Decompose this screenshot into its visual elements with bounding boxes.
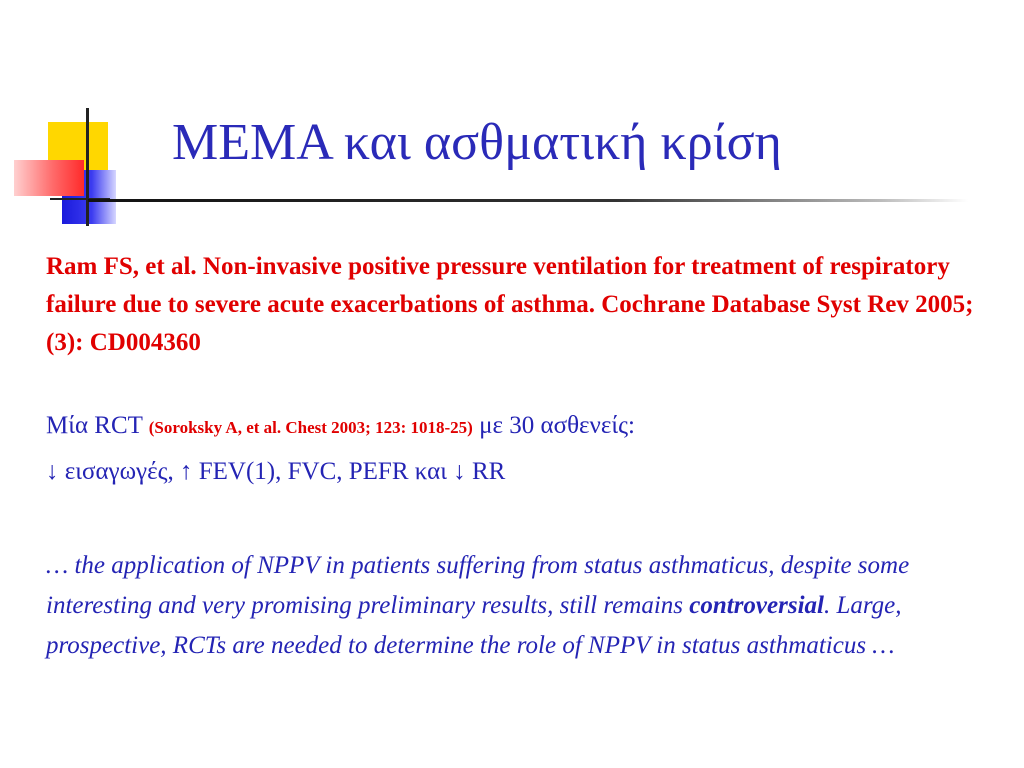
rct-citation: (Soroksky A, et al. Chest 2003; 123: 1018-25)	[148, 418, 473, 437]
arrow-down-icon: ↓	[46, 458, 59, 485]
rct-line	[46, 412, 635, 440]
arrow-up-icon: ↑	[180, 458, 193, 485]
outcome-respiratory-rate: RR	[465, 458, 506, 485]
quote-part-1: … the application of NPPV in patients suffering from status asthmaticus, despite some interesting and very promising preliminary results, still remains	[46, 552, 910, 619]
quote-part-2: . Large, prospective, RCTs are needed to determine the role of NPPV in status asthmaticus …	[46, 592, 902, 659]
quote-emphasis: controversial	[689, 592, 824, 619]
conclusion-quote	[46, 546, 996, 666]
outcome-lung-function: FEV(1), FVC, PEFR και	[192, 458, 454, 485]
vertical-line-decoration	[86, 108, 89, 226]
slide-title: ΜΕΜΑ και ασθματική κρίση	[172, 114, 782, 171]
reference-citation: Ram FS, et al. Non-invasive positive pressure ventilation for treatment of respiratory failure due to severe acute exacerbations of asthma. Cochrane Database Syst Rev 2005; (3): CD004360	[46, 253, 974, 356]
rct-lead-text: Μία RCT	[46, 412, 149, 439]
title-underline	[88, 199, 968, 202]
red-bar-decoration	[14, 160, 84, 196]
outcome-admissions: εισαγωγές,	[58, 458, 180, 485]
arrow-down-icon: ↓	[453, 458, 466, 485]
outcomes-line	[46, 458, 505, 486]
rct-tail-text: με 30 ασθενείς:	[472, 412, 635, 439]
